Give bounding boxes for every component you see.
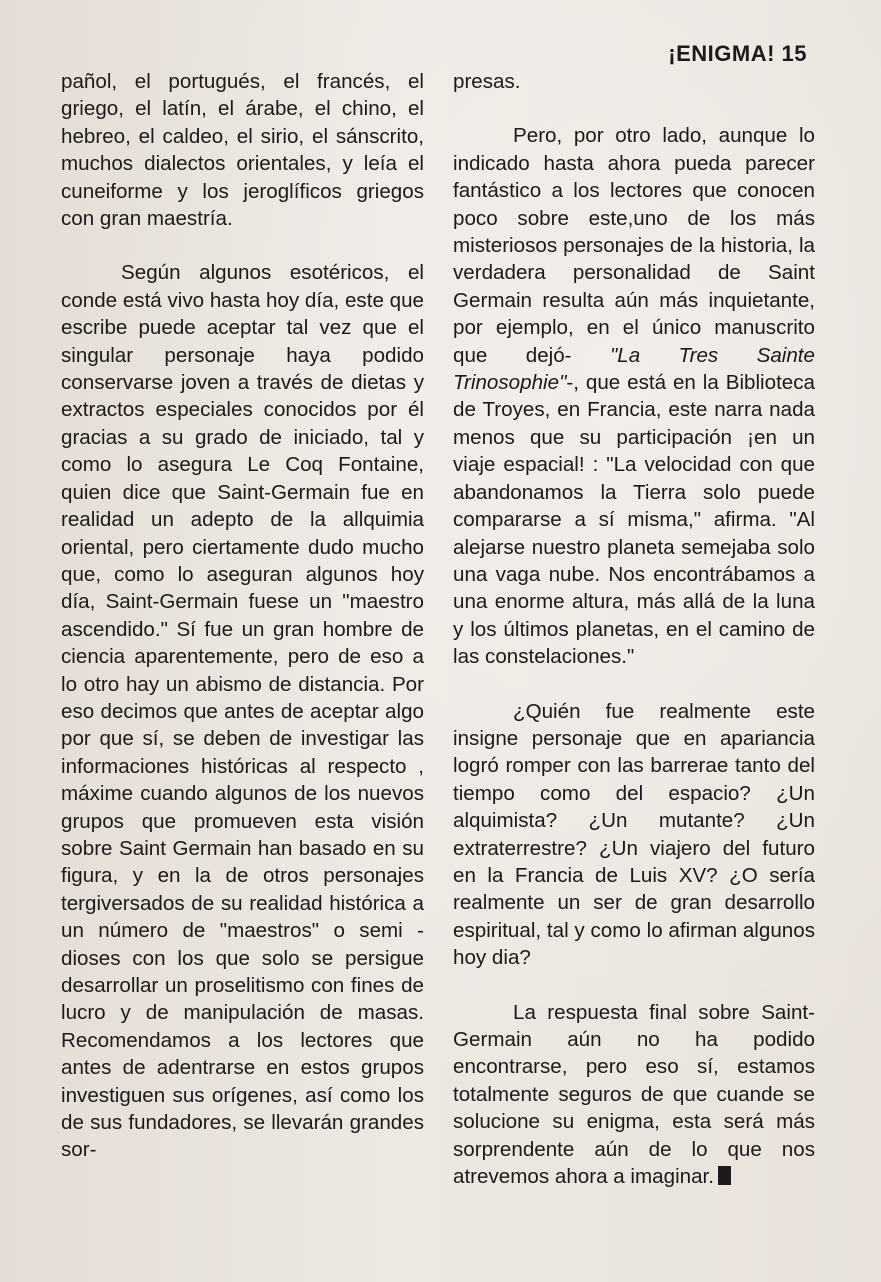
end-of-article-icon <box>718 1166 731 1185</box>
right-paragraph-3: ¿Quién fue realmente este insigne personaje que en apariancia logró romper con las barrerae tanto del tiempo como del espacio? ¿Un alquimista? ¿Un mutante? ¿Un extraterrestre? ¿Un viajero del futuro en la Francia de Luis XV? ¿O sería realmente un ser de gran desarrollo espiritual, tal y como lo afirman algunos hoy dia? <box>453 699 815 970</box>
paragraph-text: La respuesta final sobre Saint-Germain aún no ha podido encontrarse, pero eso sí, estamos totalmente seguros de que cuande se solucione su enigma, esta será más sorprendente aún de lo que nos atrevemos ahora a imaginar. <box>453 1000 815 1189</box>
right-column <box>453 68 815 1190</box>
page-header: ¡ENIGMA! 15 <box>668 41 807 66</box>
left-paragraph-2: Según algunos esotéricos, el conde está vivo hasta hoy día, este que escribe puede aceptar tal vez que el singular personaje haya podido conservarse joven a través de dietas y extractos especiales conocidos por él gracias a su grado de iniciado, tal y como lo asegura Le Coq Fontaine, quien dice que Saint-Germain fue en realidad un adepto de la allquimia oriental, pero ciertamente dudo mucho que, como lo aseguran algunos hoy día, Saint-Germain fuese un "maestro ascendido." Sí fue un gran hombre de ciencia aparentemente, pero de eso a lo otro hay un abismo de distancia. Por eso decimos que antes de aceptar algo por que sí, se deben de investigar las informaciones históricas al respecto , máxime cuando algunos de los nuevos grupos que promueven esta visión sobre Saint Germain han basado en su figura, y en la de otros personajes tergiversados de su realidad histórica a un número de "maestros" o semi - dioses con los que solo se persigue desarrollar un proselitismo con fines de lucro y de manipulación de masas. Recomendamos a los lectores que antes de adentrarse en estos grupos investiguen sus orígenes, así como los de sus fundadores, se llevarán grandes sor- <box>61 261 424 1162</box>
right-paragraph-4 <box>453 999 815 1191</box>
manuscript-title: "La Tres Sainte Trinosophie" <box>453 343 815 395</box>
paragraph-text: Pero, por otro lado, aunque lo indicado hasta ahora pueda parecer fantástico a los lectores que conocen poco sobre este,uno de los más misteriosos personajes de la historia, la verdadera personalidad de Saint Germain resulta aún más inquietante, por ejemplo, en el único manuscrito que dejó- <box>453 124 815 367</box>
right-paragraph-2 <box>453 122 815 670</box>
left-paragraph-1: pañol, el portugués, el francés, el griego, el latín, el árabe, el chino, el hebreo, el caldeo, el sirio, el sánscrito, muchos dialectos orientales, y leía el cuneiforme y los jeroglíficos griegos con gran maestría. <box>61 70 424 231</box>
right-paragraph-1: presas. <box>453 70 521 93</box>
paragraph-text: -, que está en la Biblioteca de Troyes, en Francia, este narra nada menos que su participación ¡en un viaje espacial! : "La velocidad con que abandonamos la Tierra solo puede compararse a sí misma," afirma. "Al alejarse nuestro planeta semejaba solo una vaga nube. Nos encontrábamos a una enorme altura, más allá de la luna y los últimos planetas, en el camino de las constelaciones." <box>453 371 815 669</box>
left-column <box>61 68 424 1164</box>
